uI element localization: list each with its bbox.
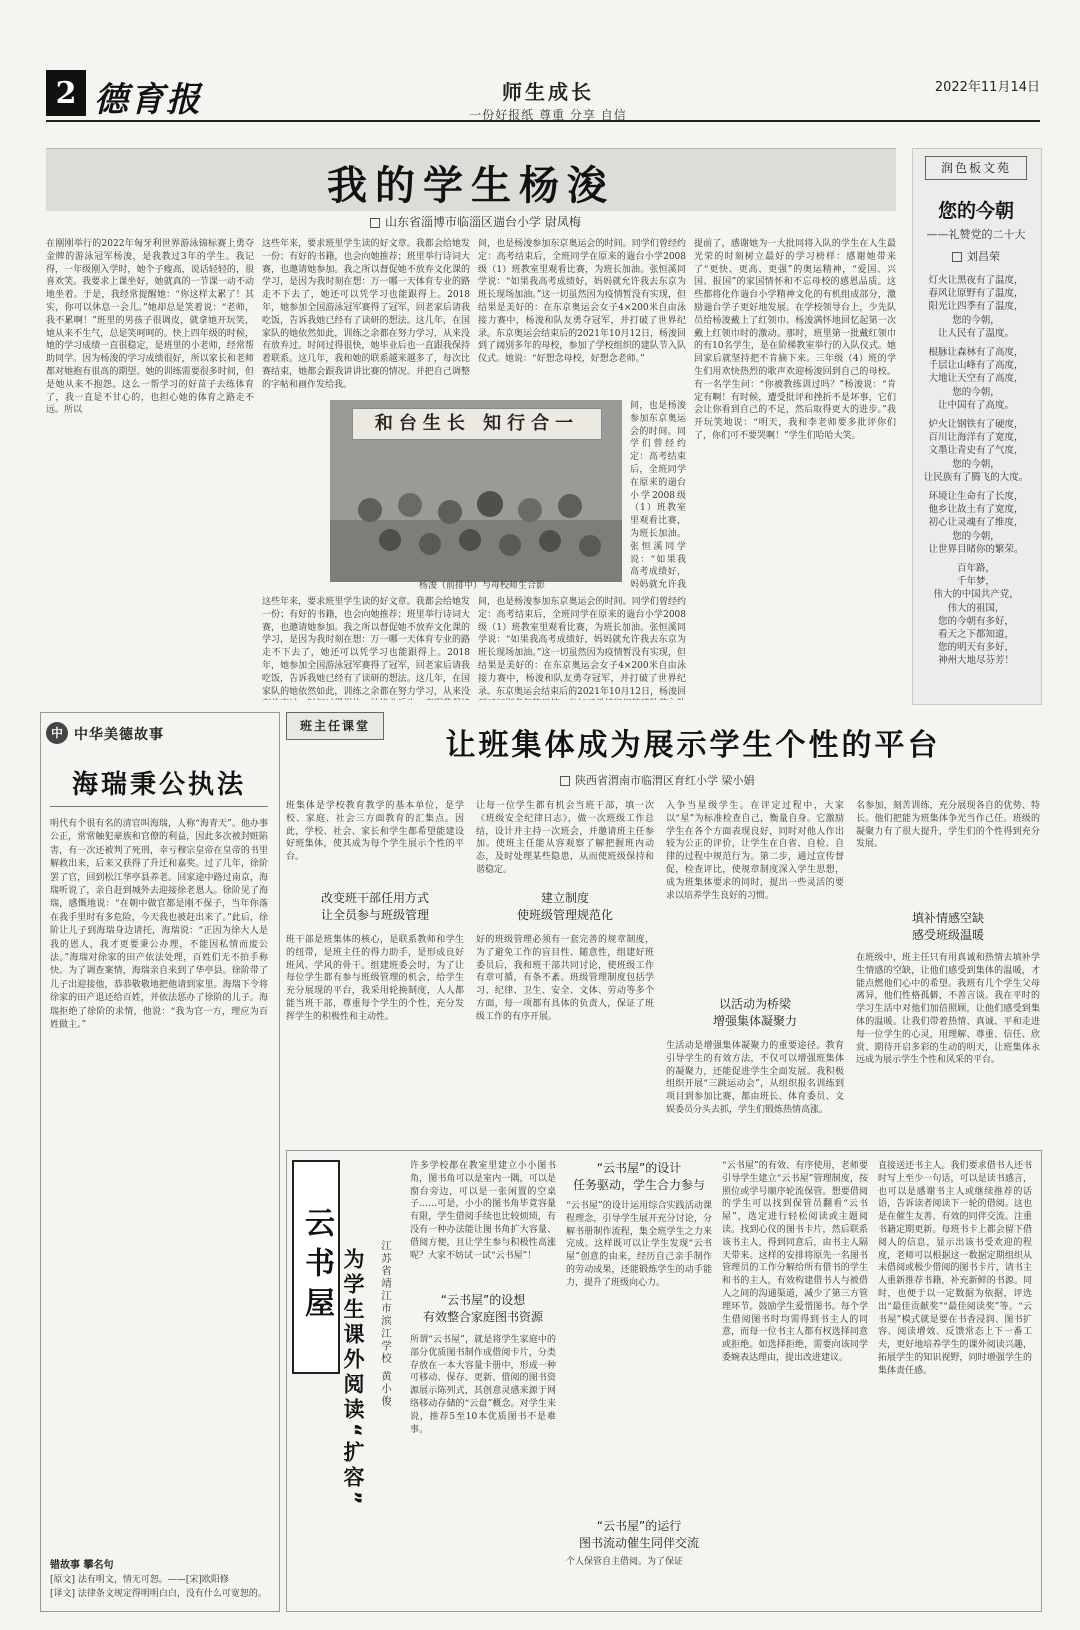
class-col4-body: 在班级中，班主任只有用真诚和热情去填补学生情感的空缺，让他们感受到集体的温暖，才能点燃他们心中的希望。我班有几个学生父母离异，他们性格孤僻，不善言谈。我在平时的学习生活中对他们加倍照顾，让他们感受到集体的温暖。让我们带着热情、真诚、平和走进每一位学生的心灵，用理解、尊重、信任、欣赏、期待开启多彩的生动的明天，让班集体永远成为展示学生个性和风采的平台。 <box>856 953 1040 1066</box>
story-byline <box>370 213 581 230</box>
poem-line: 伟大的中国共产党， <box>933 589 1019 601</box>
story-column-4: 提前了，感谢她为一大批同将入队的学生在人生最光荣的时刻树立最好的学习榜样：感谢她带来了“更快、更高、更强”的奥运精神，“爱国、兴国、报国”的家国情怀和不忘母校的感恩品质。这些都将化作遄台小学精神文化的有机组成部分，激励遄台学子更好地发展。在学校领导台上，少先队员给杨浚戴上了红领巾。杨浚满怀地回忆起第一次戴上红领巾时的激动。那时，班里第一批戴红领巾的有10名学生，是在阶梯教室举行的入队仪式。她回家后就坚持把不肯摘下来。三年级（4）班的学生们用欢快热烈的歌声欢迎杨浚回到自己的母校。有一名学生问：“你被教练训过吗？”杨浚说：“肯定有啊！有时候，遭受批评和挫折不是坏事，它们会让你看到自己的不足，然后取得更大的进步。”我开玩笑地说：“明天，我和李老师要多批评你们了，你们可不要哭啊！”学生们哈哈大笑。 <box>694 239 896 441</box>
poem-line: 您的今朝， <box>952 458 1000 470</box>
poem-line: 炉火让钢铁有了硬度， <box>928 419 1024 430</box>
cloud-subhead-1: “云书屋”的设想 有效整合家庭图书资源 <box>422 1293 543 1324</box>
poem-line: 让世界目睹你的繁荣。 <box>928 543 1024 555</box>
story-column-3-top: 间，也是杨浚参加东京奥运会的时间。同学们曾经约定：高考结束后，全班同学在原来的遄台小学2008级（1）班教室里观看比赛，为班长加油。张恒溪同学说：“如果我高考成绩好，妈妈就允许我去东京为班长现场加油。”这一切虽然因为疫情暂没有实现，但结果是美好的：在东京奥运会女子4×200米自由泳接力赛中，杨浚和队友勇夺冠军，并打破了世界纪录。东京奥运会结束后的2021年10月12日，杨浚回到了阔别多年的母校，参加了学校组织的建队节入队仪式。她说：“好想念母校，好想念老师。” <box>478 239 686 365</box>
title-divider <box>50 806 268 807</box>
quote-original: [原文] 法有明文，情无可恕。——[宋]欧阳修 <box>50 1575 229 1585</box>
cloud-subhead-2: “云书屋”的设计 任务驱动，学生合力参与 <box>572 1161 705 1192</box>
author-square-icon <box>952 252 962 262</box>
class-subhead-3: 以活动为桥梁 增强集体凝聚力 <box>712 997 797 1028</box>
poem-line: 千年梦， <box>956 576 995 588</box>
poem-line: 百川让海洋有了宽度， <box>928 432 1024 444</box>
story-column-2-bottom: 这些年来，要求班里学生读的好文章。我都会给她发一份；有好的书籍，也会向她推荐；班里举行诗词大赛，也邀请她参加。我之所以督促她不放弃文化课的学习，是因为我时刻在想：万一哪一天体育专业的路走不下去了，她还可以凭学习也能跟得上。2018年，她参加全国游泳冠军赛得了冠军，回老家后请我吃饭，告诉我她已经有了读研的想法。这几年，在国家队的她依然如此，训练之余都在努力学习，从来没 <box>262 597 470 697</box>
poem-line: 神州大地尽芬芳！ <box>937 655 1014 667</box>
virtue-story-body: 明代有个很有名的清官叫海瑞，人称“海青天”。他办事公正，常常触犯豪族和官僚的利益，因此多次被封赃陷害，有一次还被判了死刑，幸亏穆宗皇帝在皇帝的书里解救出来，后来又获得了升迁和嘉奖。过了几年，徐阶罢了官，回到松江华亭县养老。回家途中路过南京，海瑞听说了，亲自赶到城外去迎接徐老恩人。徐阶见了海瑞，感慨地说：“在朝中做官都是刚不保子，当年你落在我手里时有多危险，今天我也被赶出来了。”此后，徐阶让儿子到海瑞身边请托，海瑞说：“正因为徐大人是我的恩人，我才更要秉公办理，不能因私情而废公法。”海瑞对徐家的田产依法处理，百姓们无不拍手称快。为了调查案情，海瑞亲自来到了华亭县。徐阶带了儿子出迎接他，恭恭敬敬地把他请到家里。海瑞下令将徐家的田产退还给百姓，并依法惩办了徐阶的儿子。海瑞拒绝了徐阶的求情，他说：“我为官一方，理应为百姓做主。” <box>50 819 268 1031</box>
cloud-col4-body: 直接送还书主人。我们要求借书人还书时写上至少一句话，可以是读书感言，也可以是感谢书主人或继续推荐的话语，告诉读者阅读下一轮的借阅。这也是在催生友善、有效的同伴交流。注重书籍定期更新。每班书卡上都会留下借阅人的信息，显示出该书受欢迎的程度，老师可以根据这一数据定期组织从未借阅或极少借阅的图书卡片，请书主人重新推荐书籍，补充新鲜的书源。同时，也便于以一定数据为依据，评选出“最佳贡献奖”“最佳阅读奖”等。“云书屋”模式就是要在书香浸润、图书扩容、阅读增效、反馈常态上下一番工夫，更好地培养学生的课外阅读兴趣，拓展学生的知识视野，同时增强学生的集体责任感。 <box>878 1161 1032 1376</box>
class-col3-intro: 入争当星级学生。在评定过程中，大家以“星”为标准检查自己，衡量自身。它激励学生在各个方面表现良好，同时对他人作出较为公正的评价，让学生在自省、自检、自律的过程中规范行为。第二步，通过宣传督促，检查评比，使规章制度深入学生思想，成为班集体要求的同时，提出一些灵活的要求以培养学生良好的习惯。 <box>666 801 844 901</box>
class-col1-intro: 班集体是学校教育教学的基本单位，是学校、家庭、社会三方面教育的汇集点。因此，学校、社会、家长和学生都希望能建设好班集体，使其成为每个学生展示个性的平台。 <box>286 801 464 863</box>
cloud-book-seal: 云书屋 <box>292 1160 340 1374</box>
class-col1-body: 班干部是班集体的核心，是联系教师和学生的纽带，是班主任的得力助手，是形成良好班风、学风的骨干。组建班委会时，为了让每位学生都有参与班级管理的机会，给学生充分展现的平台，我采用轮换制度，人人都能当班干部，尊重每个学生的个性，充分发挥学生的积极性和主动性。 <box>286 935 464 1022</box>
quote-translation: [译文] 法律条文规定得明明白白，没有什么可宽恕的。 <box>50 1589 267 1599</box>
class-col3-body: 生活动是增强集体凝聚力的重要途径。教育引导学生的有效方法，不仅可以增强班集体的凝聚力，还能促进学生全面发展。我积极组织开展“三跳运动会”，从组织报名训练到项目到参加比赛，都由班长、体育委员、文娱委员分头去抓，学生们锻炼热情高涨。 <box>666 1041 844 1115</box>
photo-banner-sign: 和台生长 知行合一 <box>352 408 602 440</box>
poem-line: 百年路， <box>956 563 995 574</box>
cloud-article-byline: 江苏省靖江市滨江学校 黄小俊 <box>380 1240 392 1408</box>
class-article-byline <box>560 772 755 788</box>
story-column-3-bottom: 间，也是杨浚参加东京奥运会的时间。同学们曾经约定：高考结束后，全班同学在原来的遄台小学2008级（1）班教室里观看比赛，为班长加油。张恒溪同学说：“如果我高考成绩好，妈妈就允许我去东京为班长现场加油。”这一切虽然因为疫情暂没有实现，但结果是美好的：在东京奥运会女子4×200米自由泳接力赛中，杨浚和队友勇夺冠军，并打破了世界纪录。东京奥运会结束后的2021年10月12日，杨浚回 <box>478 597 686 697</box>
class-subhead-1: 改变班干部任用方式 让全员参与班级管理 <box>320 891 429 922</box>
story-column-2-top: 这些年来，要求班里学生读的好文章。我都会给她发一份；有好的书籍，也会向她推荐；班里举行诗词大赛，也邀请她参加。我之所以督促她不放弃文化课的学习，是因为我时刻在想：万一哪一天体育专业的路走不下去了，她还可以凭学习也能跟得上。2018年，她参加全国游泳冠军赛得了冠军，回老家后请我吃饭，告诉我她已经有了读研的想法。这几年，在国家队的她依然如此，训练之余都在努力学习，从来没有放弃过。时间过得很快，她毕业后也一直跟我保持着联系。这几年，我和她的联系越来越多了，每次比赛结束，她都会跟我讲讲比赛的情况。并把自己调整的字帖和画作发给我。 <box>262 239 470 390</box>
cloud-col1-intro: 许多学校都在教室里建立小小图书角，图书角可以是室内一隅，可以是窗台旁边，可以是一张闲置的空桌子……可是，小小的图书角毕竟容量有限，学生借阅手续也比较烦琐，有没有一种办法能让图书角扩大容量、借阅方便，且让学生参与积极性高涨呢？大家不妨试一试“云书屋”！ <box>410 1161 556 1261</box>
quote-heading: 错故事 攀名句 <box>50 1560 114 1571</box>
story-column-1: 在刚刚举行的2022年匈牙利世界游泳锦标赛上勇夺金牌的游泳冠军杨浚，是我教过3年的学生。我记得，一年级刚入学时，她个子瘦高，说话轻轻的，很喜欢笑。我要求上课坐好，她就真的一节课一动不动地坐着。于是，我经常提醒她：“你这样太累了！其实，你可以休息一会儿。”她却总是笑着说：“老师，我不累啊！”班里的男孩子很调皮，就拿她开玩笑，她从来不生气，总是笑呵呵的。快上四年级的时候，她的学习成绩一直很稳定，是班里的小老师，经常帮助同学。因为杨浚的学习成绩很好，所以家长和老师都对她抱有很高的期望。她的训练需要很多时间，但是她从来不抱怨。这么一帮学习的好苗子去练体育了，我一直是不甘心的，也担心她的体育之路走不远。所以 <box>46 239 254 416</box>
poem-subtitle: ——礼赞党的二十大 <box>926 228 1026 241</box>
newspaper-masthead: 德育报 <box>94 80 202 120</box>
brand-circle-icon: 中 <box>46 722 68 744</box>
poem-line: 千层让山峰有了高度， <box>928 360 1024 372</box>
poem-line: 根脉让森林有了高度， <box>928 347 1024 358</box>
poem-line: 伟大的祖国， <box>947 602 1005 614</box>
poem-line: 让民族有了腾飞的大度。 <box>923 471 1029 483</box>
class-article-headline: 让班集体成为展示学生个性的平台 <box>445 728 941 763</box>
class-column-label: 班主任课堂 <box>286 712 384 740</box>
story-headline: 我的学生杨浚 <box>327 163 615 209</box>
poem-line: 文墨让青史有了气度， <box>928 445 1024 457</box>
poem-line: 让人民有了温度。 <box>937 327 1014 339</box>
header-divider <box>46 120 1040 122</box>
poem-author <box>912 248 1040 264</box>
photo-caption: 杨浚（前排中）与母校师生合影 <box>418 581 545 591</box>
cloud-col2-body: “云书屋”的设计运用综合实践活动课程理念，引导学生展开充分讨论，分解书册制作流程，集全班学生之力来完成。这样既可以让学生发现“云书屋”创意的由来，经历自己亲手制作的劳动成果，还能锻炼学生的动手能力，提升了班级向心力。 <box>566 1201 712 1288</box>
poem-line: 春风让原野有了温度， <box>928 288 1024 300</box>
cloud-col2-tail: 个人保管自主借阅。为了保证 <box>566 1557 684 1567</box>
poem-line: 初心让灵魂有了维度， <box>928 517 1024 529</box>
class-col2-intro: 让每一位学生都有机会当班干部，填一次《班级安全纪律日志》，做一次班级工作总结，设计并主持一次班会，并邀请班主任参加。使班主任能从容观察了解把握班内动态，及时处理某些隐患，从而使班级保持和谐稳定。 <box>476 801 654 875</box>
class-subhead-2: 建立制度 使班级管理规范化 <box>516 891 613 922</box>
poem-line: 阳光让四季有了温度， <box>928 301 1024 313</box>
poem-line: 大地让天空有了高度， <box>928 373 1024 385</box>
poem-line: 看天之下都知道， <box>937 629 1014 640</box>
poem-title: 您的今朝 <box>937 200 1014 222</box>
cloud-subhead-3: “云书屋”的运行 图书流动催生同伴交流 <box>578 1519 699 1550</box>
poem-line: 您的今朝， <box>952 314 1000 326</box>
page-number: 2 <box>46 70 86 116</box>
cloud-col1-body: 所谓“云书屋”，就是将学生家庭中的部分优质图书制作成借阅卡片，分类存放在一本大容量卡册中，形成一种可移动、保存、更新、借阅的图书资源展示陈列式，其创意灵感来源于网络移动存储的“云盘”概念。对学生来说，推荐5至10本优质图书不是难事。 <box>410 1335 556 1435</box>
poem-line: 让中国有了高度。 <box>937 399 1014 411</box>
poem-line: 您的明天有多好， <box>937 642 1014 654</box>
issue-date: 2022年11月14日 <box>934 80 1040 95</box>
poem-line: 您的今朝有多好， <box>937 615 1014 627</box>
class-col2-body: 好的班级管理必须有一套完善的规章制度，为了避免工作的盲目性、随意性，组建好班委员后，我和班干部共同讨论，使班级工作有章可循，有条不紊。班级管理制度包括学习、纪律、卫生、安全、文体、劳动等多个方面，每一项都有具体的负责人，保证了班级工作的有序开展。 <box>476 935 654 1022</box>
class-byline-text: 陕西省渭南市临渭区育红小学 梁小娟 <box>575 774 755 787</box>
virtue-story-title: 海瑞秉公执法 <box>71 770 246 800</box>
cloud-article-headline: 为学生课外阅读“扩容” <box>341 1248 365 1509</box>
byline-square-icon <box>560 776 570 786</box>
story-column-3-side: 间，也是杨浚参加东京奥运会的时间。同学们曾经约定：高考结束后，全班同学在原来的遄台小学2008级（1）班教室里观看比赛，为班长加油。张恒溪同学说：“如果我高考成绩好，妈妈就允许我 <box>630 401 686 590</box>
poem-line: 环境让生命有了长度， <box>928 491 1024 502</box>
byline-square-icon <box>370 218 380 228</box>
poem-author-name: 刘昌荣 <box>967 250 1000 263</box>
story-byline-text: 山东省淄博市临淄区遄台小学 尉凤梅 <box>385 215 581 229</box>
section-slogan: 一份好报纸 尊重 分享 自信 <box>469 108 627 122</box>
poem-column-label: 润色板文苑 <box>925 156 1027 180</box>
poem-line: 您的今朝， <box>952 530 1000 542</box>
class-col4-intro: 名参加，刻苦训练，充分展现各自的优势、特长。他们把能为班集体争光当作己任。班级的凝聚力有了很大提升，学生们的个性得到充分发展。 <box>856 801 1040 850</box>
poem-line: 他乡让故土有了宽度， <box>928 504 1024 516</box>
poem-line: 灯火让黑夜有了温度， <box>928 275 1024 286</box>
virtue-story-brand: 中华美德故事 <box>74 727 164 743</box>
class-subhead-4: 填补情感空缺 感受班级温暖 <box>911 911 984 942</box>
section-name: 师生成长 <box>502 80 594 104</box>
cloud-col3-body: “云书屋”的有效、有序使用，老师要引导学生建立“云书屋”管理制度，按照位或学号顺序轮流保管。想要借阅的学生可以找到保管员翻看“云书屋”，选定进行轻松阅读或主题阅读。找到心仪的图书卡片，然后联系该书主人，得到同意后，由书主人隔天带来。这样的安排将原先一名图书管理员的工作分解给所有借书的学生和书的主人，有效构建借书人与被借人之间的沟通渠道，减少了第三方管理环节。鼓励学生爱惜图书。每个学生借阅图书时均需得到书主人的同意，而每一位书主人都有权选择同意或拒绝。如选择拒绝，需要向该同学委婉表达理由，提出改进建议。 <box>722 1161 868 1363</box>
poem-line: 您的今朝， <box>952 386 1000 398</box>
